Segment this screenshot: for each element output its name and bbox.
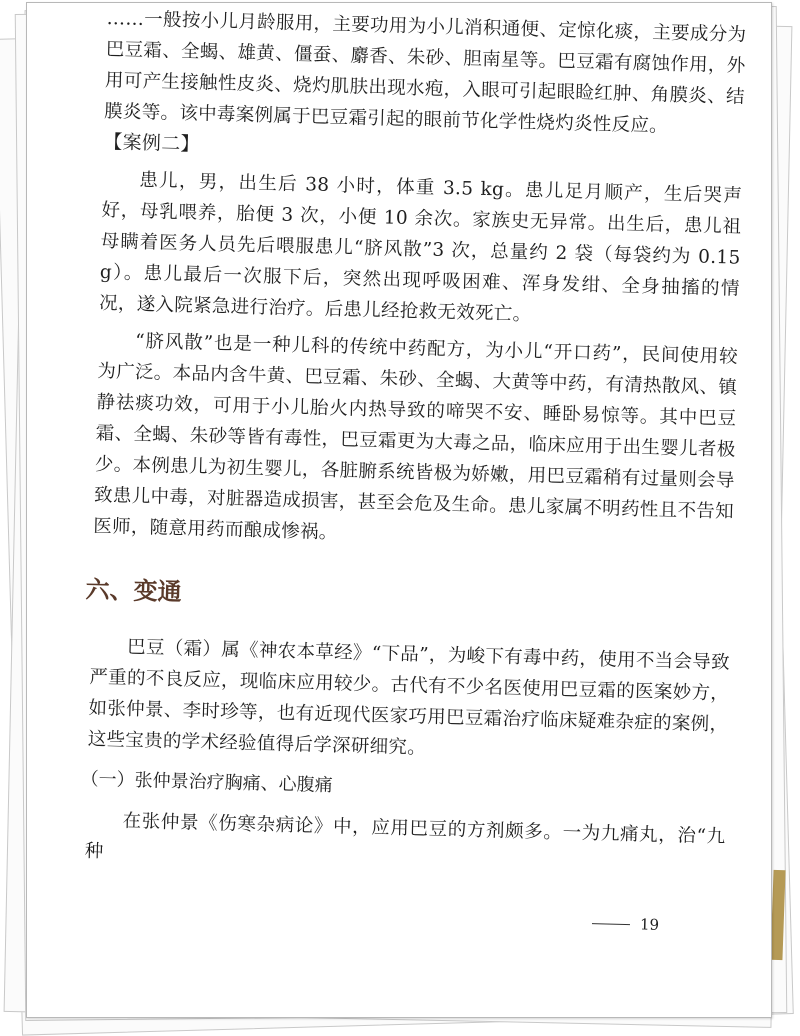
page-footer: [592, 914, 660, 934]
section-title: 六、变通: [85, 575, 182, 607]
case-heading: 【案例二】: [103, 130, 201, 156]
discussion-paragraph: “脐风散”也是一种儿科的传统中药配方，为小儿“开口药”，民间使用较为广泛。本品内含牛黄、巴豆霜、朱砂、全蝎、大黄等中药，有清热散风、镇静祛痰功效，可用于小儿胎火内热导致的啼哭不安、睡卧易惊等。其中巴豆霜、全蝎、朱砂等皆有毒性，巴豆霜更为大毒之品，临床应用于出生婴儿者极少。本例患儿为初生婴儿，各脏腑系统皆极为娇嫩，用巴豆霜稍有过量则会导致患儿中毒，对脏器造成损害，甚至会危及生命。患儿家属不明药性且不告知医师，随意用药而酿成惨祸。: [93, 330, 739, 544]
page-content: [80, 3, 747, 883]
section-paragraph: 巴豆（霜）属《神农本草经》“下品”，为峻下有毒中药，使用不当会导致严重的不良反应，现临床应用较少。古代有不少名医使用巴豆霜的医案妙方，如张仲景、李时珍等，也有近现代医家巧用巴豆霜治疗临床疑难杂症的案例，这些宝贵的学术经验值得后学深研细究。: [87, 636, 731, 759]
footer-rule: [592, 923, 630, 925]
page-number: 19: [639, 915, 660, 934]
subsection-title: （一）张仲景治疗胸痛、心腹痛: [80, 768, 333, 797]
paragraph-continued: ……一般按小儿月龄服用，主要功用为小儿消积通便、定惊化痰，主要成分为巴豆霜、全蝎、雄黄、僵蚕、麝香、朱砂、胆南星等。巴豆霜有腐蚀作用，外用可产生接触性皮炎、烧灼肌肤出现水疱，入眼可引起眼睑红肿、角膜炎、结膜炎等。该中毒案例属于巴豆霜引起的眼前节化学性烧灼炎性反应。: [103, 7, 747, 137]
case-paragraph: 患儿，男，出生后 38 小时，体重 3.5 kg。患儿足月顺产，生后哭声好，母乳喂养，胎便 3 次，小便 10 余次。家族史无异常。出生后，患儿祖母瞒着医务人员先后喂服患儿“脐风散”3 次，总量约 2 袋（每袋约为 0.15 g）。患儿最后一次服下后，突然出现呼吸困难、浑身发绀、全身抽搐的情况，遂入院紧急进行治疗。后患儿经抢救无效死亡。: [98, 169, 743, 326]
book-page: [26, 2, 772, 1018]
subsection-paragraph: 在张仲景《伤寒杂病论》中，应用巴豆的方剂颇多。一为九痛丸，治“九种: [84, 810, 726, 863]
